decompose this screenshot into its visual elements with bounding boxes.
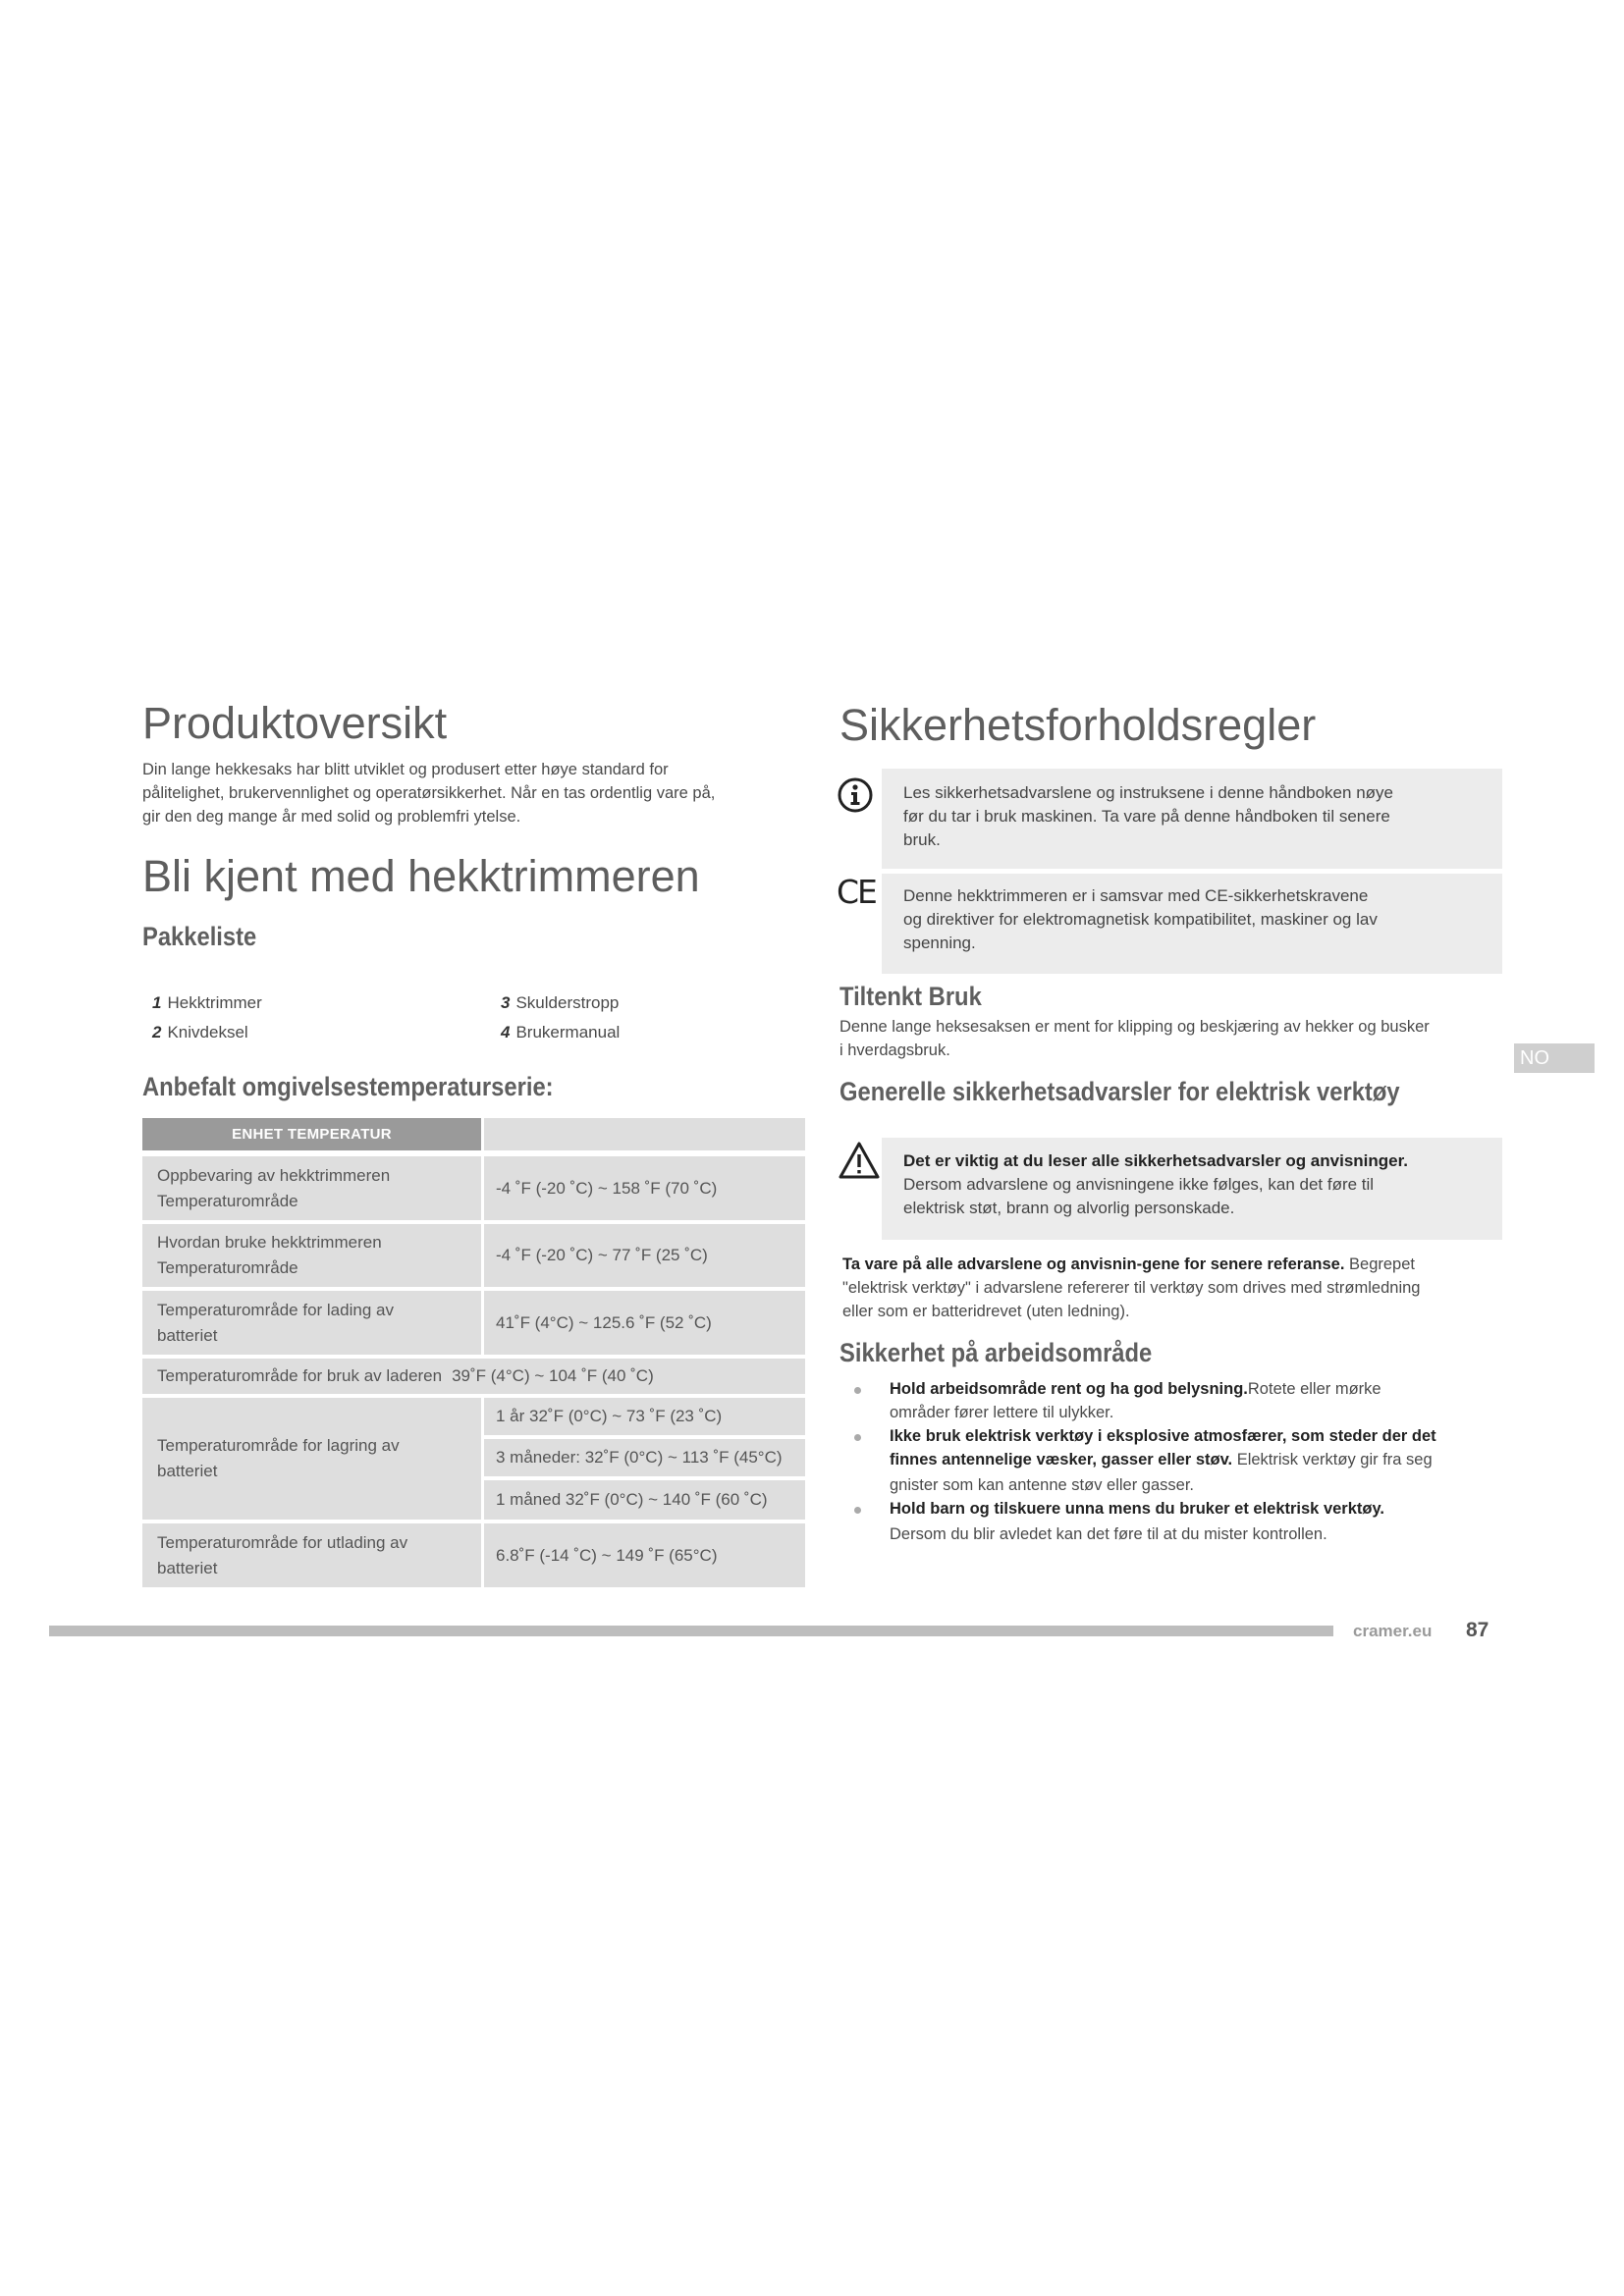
page-title-left: Produktoversikt [142, 698, 448, 748]
table-row-value: 41˚F (4°C) ~ 125.6 ˚F (52 ˚C) [484, 1291, 805, 1355]
page-number: 87 [1466, 1619, 1489, 1641]
warning-triangle-icon [838, 1141, 881, 1180]
table-row-label: Hvordan bruke hekktrimmeren Temperaturområde [142, 1224, 481, 1287]
pack-heading: Pakkeliste [142, 922, 257, 951]
pack-number: 4 [501, 1023, 511, 1041]
table-row-value: 3 måneder: 32˚F (0°C) ~ 113 ˚F (45°C) [484, 1439, 805, 1476]
table-row-value: -4 ˚F (-20 ˚C) ~ 158 ˚F (70 ˚C) [484, 1156, 805, 1220]
intro-line: gir den deg mange år med solid og problemfri ytelse. [142, 808, 521, 826]
pack-number: 3 [501, 993, 511, 1012]
bullet-icon [854, 1387, 861, 1394]
temperature-heading: Anbefalt omgivelsestemperaturserie: [142, 1072, 554, 1101]
table-row-value: 6.8˚F (-14 ˚C) ~ 149 ˚F (65°C) [484, 1523, 805, 1587]
pack-number: 1 [152, 993, 162, 1012]
table-row-label: Temperaturområde for utlading av batteriet [142, 1523, 481, 1587]
bullet-icon [854, 1434, 861, 1441]
intended-use-text: Denne lange heksesaksen er ment for klipping og beskjæring av hekker og busker i hverdagsbruk. [839, 1018, 1430, 1059]
pack-item [152, 1023, 248, 1042]
table-row-value: 1 år 32˚F (0°C) ~ 73 ˚F (23 ˚C) [484, 1398, 805, 1435]
table-row-value: -4 ˚F (-20 ˚C) ~ 77 ˚F (25 ˚C) [484, 1224, 805, 1287]
intro-line: pålitelighet, brukervennlighet og operatørsikkerhet. Når en tas ordentlig vare på, [142, 784, 716, 802]
ce-mark-icon: CE [837, 873, 876, 911]
warning-notice: Det er viktig at du leser alle sikkerhetsadvarsler og anvisninger. Dersom advarslene og anvisningene ikke følges, kan det føre til elektrisk støt, brann og alvorlig personskade. [882, 1138, 1502, 1240]
info-icon [838, 777, 873, 813]
pack-number: 2 [152, 1023, 162, 1041]
intro-paragraph [142, 758, 790, 828]
table-header-empty [484, 1118, 805, 1150]
list-item: Ikke bruk elektrisk verktøy i eksplosive atmosfærer, som steder der det finnes antennelige væsker, gasser eller støv. Elektrisk verktøy gir fra seg gnister som kan antenne støv eller gasser. [890, 1427, 1436, 1494]
pack-label: Hekktrimmer [167, 993, 262, 1012]
table-row-label: Temperaturområde for lagring av batteriet [142, 1398, 481, 1520]
intro-line: Din lange hekkesaks har blitt utviklet og produsert etter høye standard for [142, 761, 669, 778]
table-row-value: 1 måned 32˚F (0°C) ~ 140 ˚F (60 ˚C) [484, 1480, 805, 1520]
keep-instructions-text: Ta vare på alle advarslene og anvisnin-gene for senere referanse. Begrepet "elektrisk verktøy" i advarslene refererer til verktøy som drives med strømledning eller som er batteridrevet (uten ledning). [842, 1255, 1421, 1320]
footer-site: cramer.eu [1353, 1622, 1433, 1640]
intended-use-heading: Tiltenkt Bruk [839, 982, 982, 1011]
list-item: Hold barn og tilskuere unna mens du bruker et elektrisk verktøy. Dersom du blir avledet kan det føre til at du mister kontrollen. [890, 1500, 1385, 1543]
ce-notice: Denne hekktrimmeren er i samsvar med CE-sikkerhetskravene og direktiver for elektromagnetisk kompatibilitet, maskiner og lav spenning. [882, 874, 1502, 974]
table-header: ENHET TEMPERATUR [142, 1118, 481, 1150]
table-row-label: Temperaturområde for lading av batteriet [142, 1291, 481, 1355]
bullet-icon [854, 1507, 861, 1514]
footer-divider [49, 1626, 1333, 1636]
table-row-full: Temperaturområde for bruk av laderen 39˚F (4°C) ~ 104 ˚F (40 ˚C) [142, 1359, 805, 1394]
list-item: Hold arbeidsområde rent og ha god belysning.Rotete eller mørke områder fører lettere til ulykker. [890, 1380, 1381, 1421]
pack-item [152, 993, 262, 1013]
pack-item [501, 993, 619, 1013]
pack-label: Knivdeksel [167, 1023, 248, 1041]
pack-item [501, 1023, 620, 1042]
pack-label: Brukermanual [515, 1023, 621, 1041]
work-area-heading: Sikkerhet på arbeidsområde [839, 1338, 1153, 1367]
pack-label: Skulderstropp [515, 993, 620, 1012]
info-notice: Les sikkerhetsadvarslene og instruksene i denne håndboken nøye før du tar i bruk maskinen. Ta vare på denne håndboken til senere bruk. [882, 769, 1502, 869]
language-tab: NO [1514, 1043, 1595, 1073]
table-row-label: Oppbevaring av hekktrimmeren Temperaturområde [142, 1156, 481, 1220]
page-title-right: Sikkerhetsforholdsregler [839, 700, 1317, 750]
section-title: Bli kjent med hekktrimmeren [142, 851, 700, 901]
general-safety-heading: Generelle sikkerhetsadvarsler for elektrisk verktøy [839, 1077, 1400, 1106]
